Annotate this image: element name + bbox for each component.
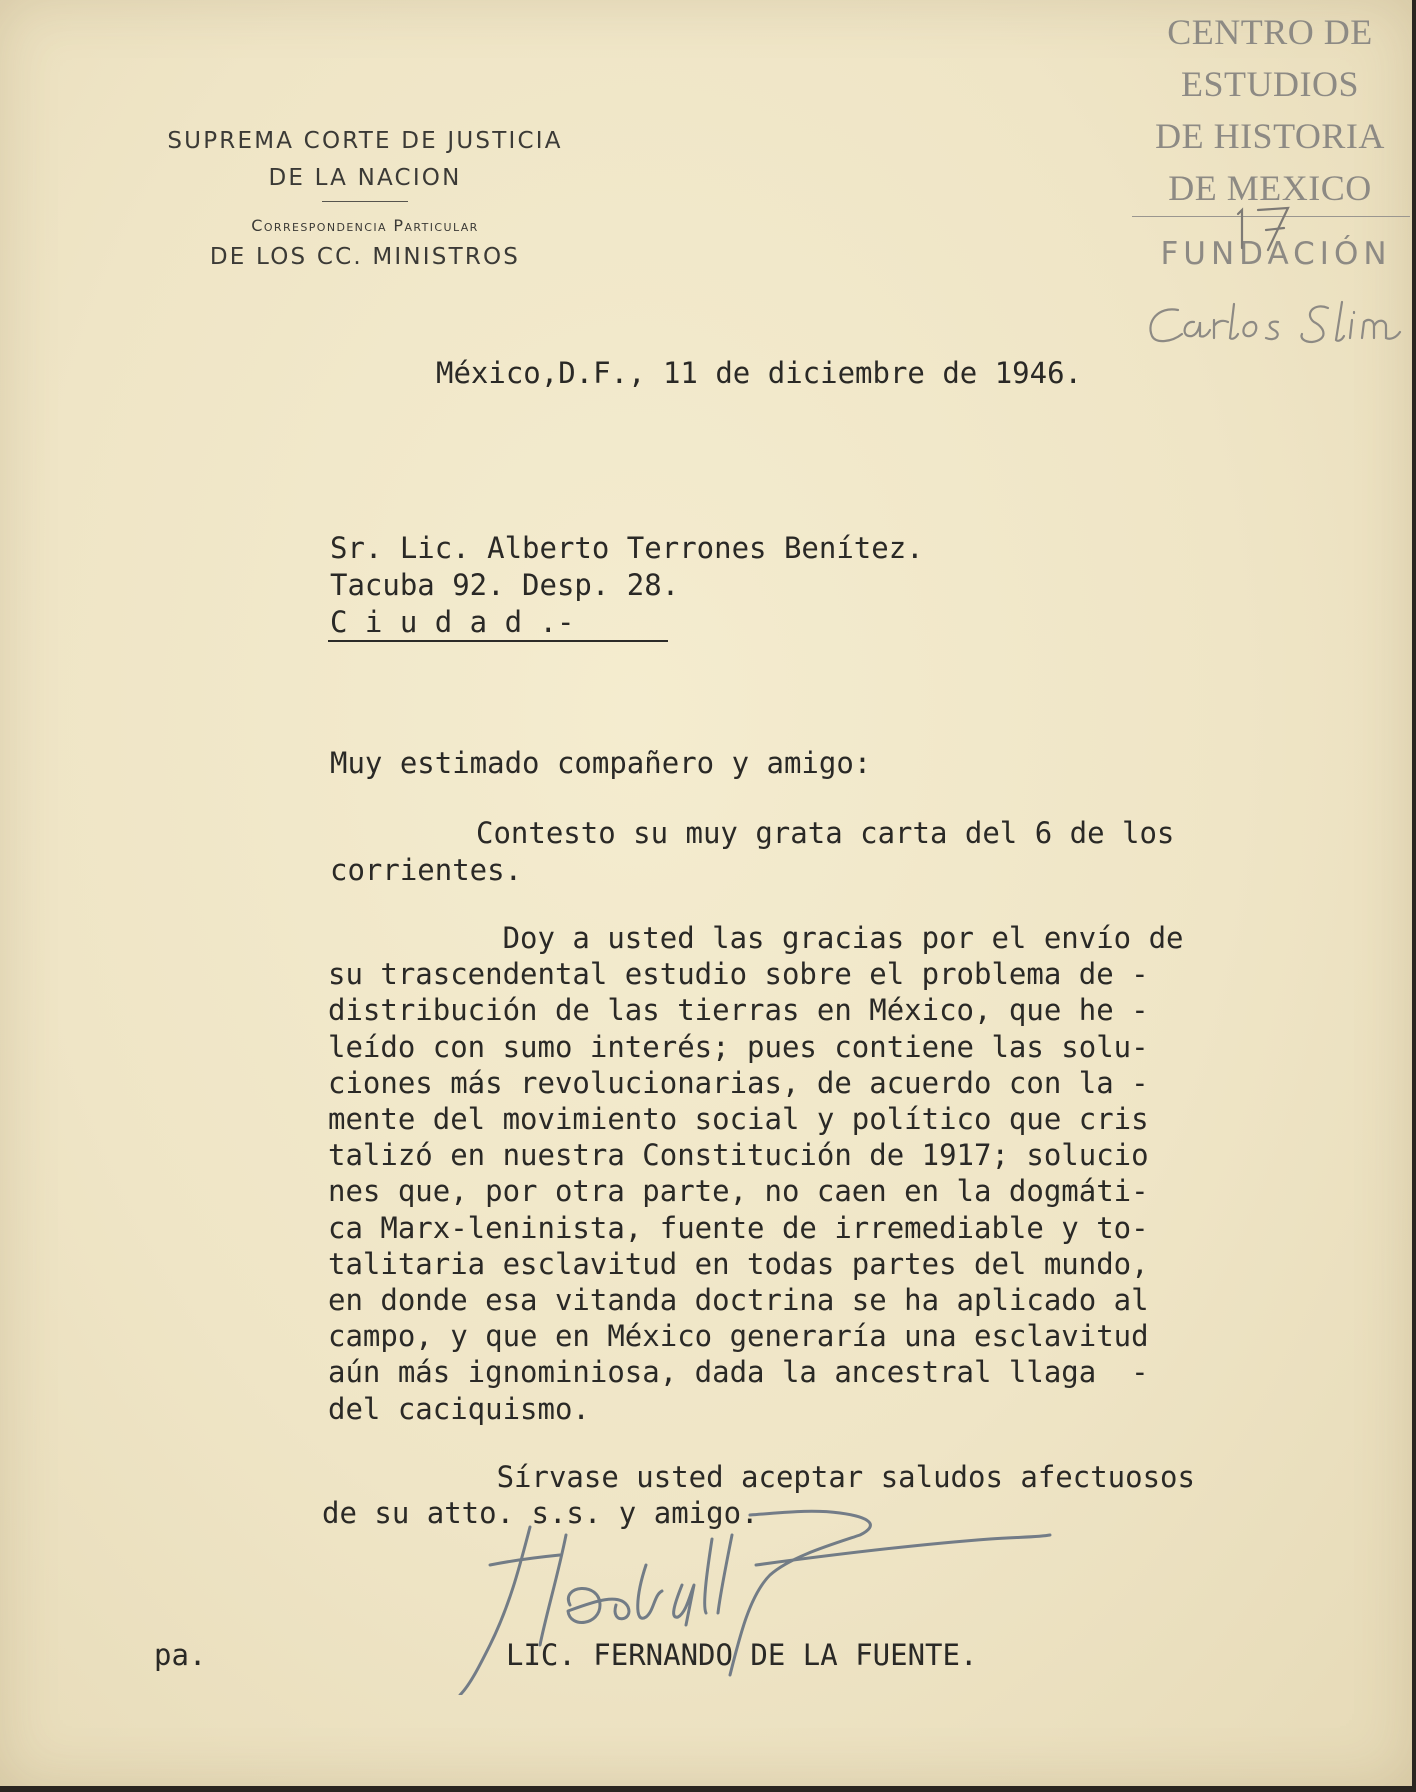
letterhead xyxy=(120,128,610,270)
recipient-address: Tacuba 92. Desp. 28. xyxy=(330,568,680,602)
letterhead-institution: SUPREMA CORTE DE JUSTICIA xyxy=(167,128,563,154)
stamp-line-4: DE MEXICO xyxy=(1168,168,1372,208)
letterhead-nation: DE LA NACION xyxy=(268,165,462,191)
typist-initials: pa. xyxy=(154,1638,207,1672)
scan-border-bottom xyxy=(0,1786,1416,1792)
recipient-block xyxy=(330,530,924,641)
signer-name: LIC. FERNANDO DE LA FUENTE. xyxy=(506,1638,978,1672)
letter-paragraph-2: Doy a usted las gracias por el envío de su trascendental estudio sobre el problema de - distribución de las tierras en México, que he - leído con sumo interés; pues contiene las solu- ciones más revolucionarias, de acuerdo con la - mente del movimiento social y político que cris talizó en nuestra Constitución de 1917; solucio nes que, por otra parte, no caen en la dogmáti- ca Marx-leninista, fuente de irremediable y to- talitaria esclavitud en todas partes del mundo, en donde esa vitanda doctrina se ha aplicado al campo, y que en México generaría una esclavitud aún más ignominiosa, dada la ancestral llaga - del caciquismo. xyxy=(328,921,1184,1426)
letterhead-divider xyxy=(322,201,408,202)
archive-stamp xyxy=(1130,6,1410,214)
letter-closing: Sírvase usted aceptar saludos afectuosos de su atto. s.s. y amigo. xyxy=(322,1460,1195,1530)
stamp-line-3: DE HISTORIA xyxy=(1155,116,1385,156)
letterhead-department: Correspondencia Particular xyxy=(251,216,479,235)
recipient-name: Sr. Lic. Alberto Terrones Benítez. xyxy=(330,531,924,565)
letter-paragraph-1: Contesto su muy grata carta del 6 de los corrientes. xyxy=(330,816,1175,887)
stamp-line-1: CENTRO DE xyxy=(1167,12,1373,52)
recipient-underline xyxy=(328,640,668,642)
recipient-city: C i u d a d .- xyxy=(330,605,575,639)
stamp-foundation: FUNDACIÓN xyxy=(1160,236,1392,272)
letter-greeting: Muy estimado compañero y amigo: xyxy=(330,746,872,780)
letter-date: México,D.F., 11 de diciembre de 1946. xyxy=(436,356,1083,390)
scan-border-right xyxy=(1412,0,1416,1792)
stamp-line-2: ESTUDIOS xyxy=(1180,64,1359,104)
folio-number xyxy=(1228,200,1298,254)
letterhead-ministers: DE LOS CC. MINISTROS xyxy=(209,244,521,270)
stamp-signature-logo xyxy=(1138,292,1410,352)
